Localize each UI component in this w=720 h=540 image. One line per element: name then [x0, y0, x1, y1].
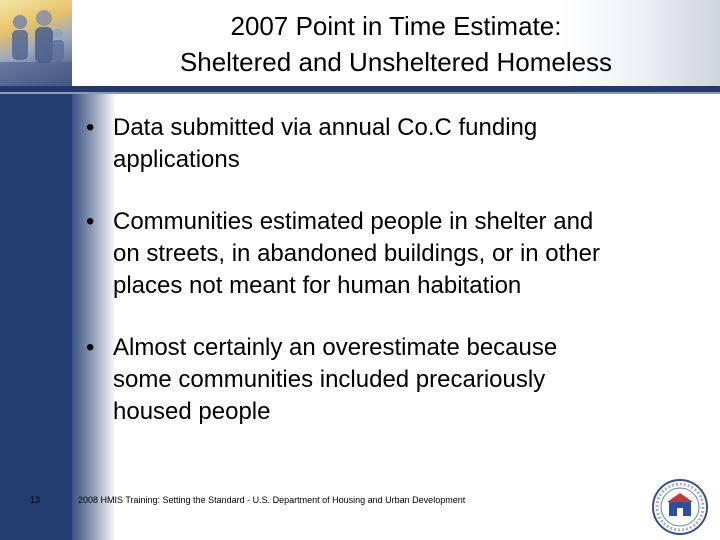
bullet-marker: •	[86, 208, 95, 235]
footer-text: 2008 HMIS Training: Setting the Standard - U.S. Department of Housing and Urban Development	[78, 495, 466, 505]
bullet-list	[86, 112, 692, 458]
bullet-line: applications	[113, 146, 240, 173]
bullet-line: on streets, in abandoned buildings, or in other	[113, 240, 600, 267]
title-line-1: 2007 Point in Time Estimate:	[230, 11, 562, 41]
bullet-line: Communities estimated people in shelter and	[113, 208, 594, 235]
bullet-item	[86, 112, 692, 176]
page-number: 13	[30, 495, 41, 505]
bullet-item	[86, 206, 692, 302]
bullet-line: Almost certainly an overestimate because	[113, 334, 558, 361]
title-line-2: Sheltered and Unsheltered Homeless	[179, 47, 613, 77]
bullet-line: Data submitted via annual Co.C funding	[113, 114, 538, 141]
bullet-line: places not meant for human habitation	[113, 272, 522, 299]
bullet-item	[86, 332, 692, 428]
hud-seal-icon	[651, 478, 709, 536]
sidebar	[0, 94, 72, 540]
bullet-line: housed people	[113, 398, 271, 425]
slide-title	[72, 8, 720, 80]
bullet-line: some communities included precariously	[113, 366, 546, 393]
family-photo-icon	[0, 0, 72, 86]
bullet-marker: •	[86, 334, 95, 361]
bullet-marker: •	[86, 114, 95, 141]
